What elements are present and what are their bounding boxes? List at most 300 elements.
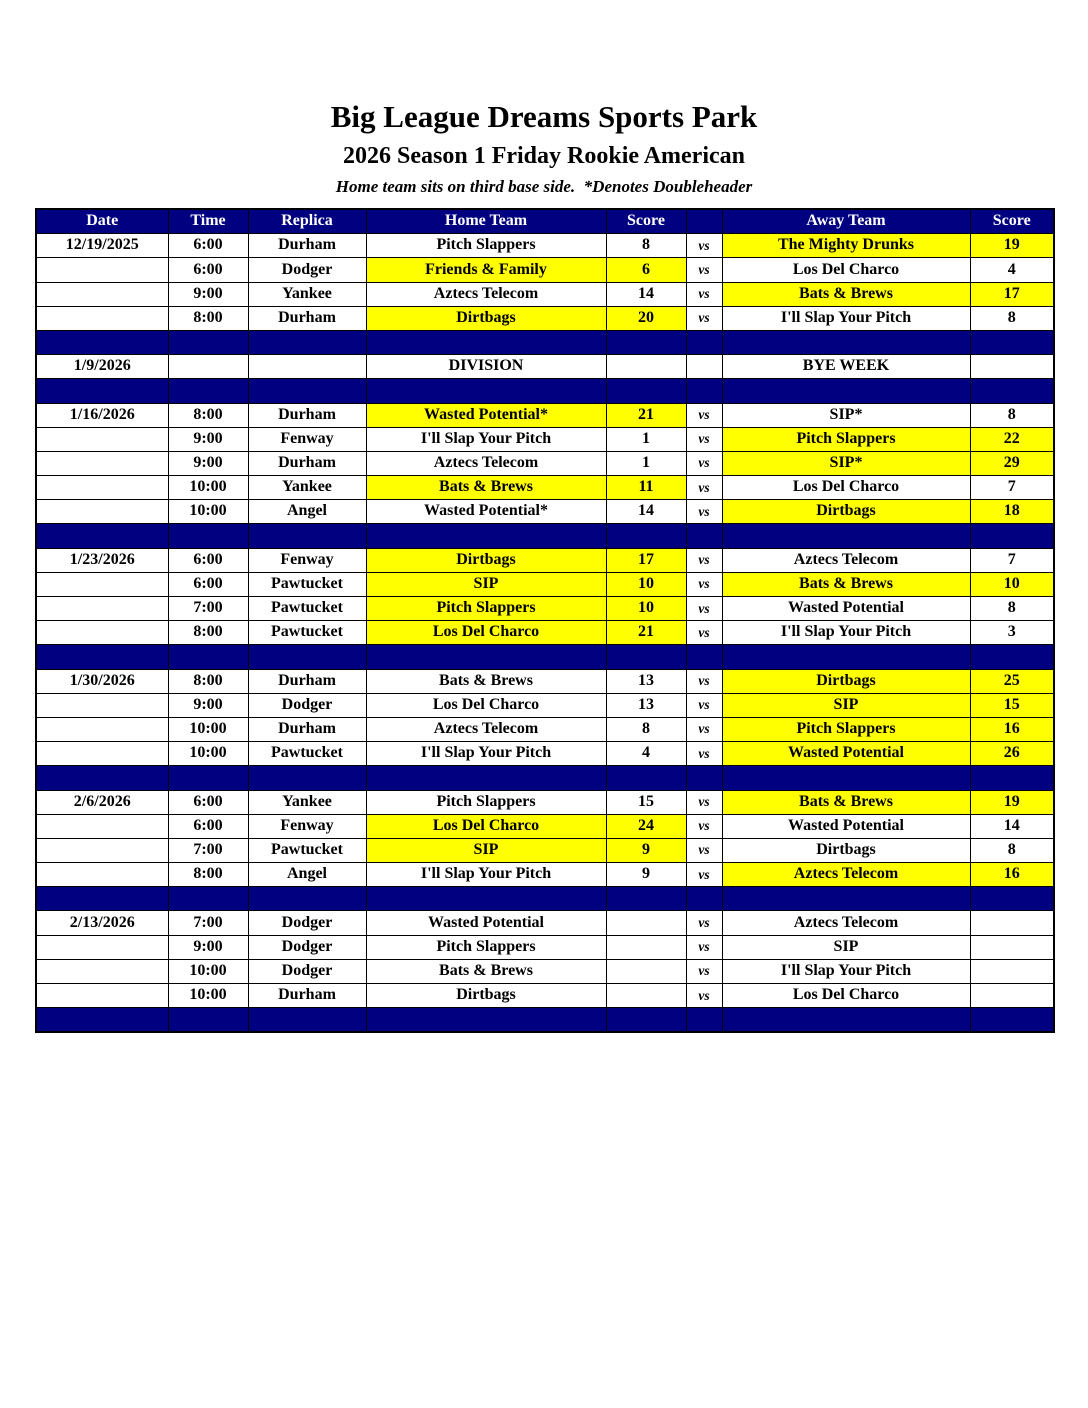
- separator-cell: [168, 330, 248, 354]
- home-team-cell: DIVISION: [366, 355, 606, 379]
- col-header-home-team: Home Team: [366, 209, 606, 234]
- vs-cell: [686, 355, 722, 379]
- vs-cell: vs: [686, 427, 722, 451]
- vs-cell: vs: [686, 282, 722, 306]
- away-team-cell: Bats & Brews: [722, 790, 970, 814]
- home-team-cell: Wasted Potential*: [366, 500, 606, 524]
- date-cell: [36, 597, 168, 621]
- separator-cell: [606, 1008, 686, 1033]
- replica-cell: Durham: [248, 306, 366, 330]
- away-team-cell: Dirtbags: [722, 669, 970, 693]
- separator-cell: [168, 887, 248, 911]
- home-score-cell: 1: [606, 451, 686, 475]
- replica-cell: Dodger: [248, 693, 366, 717]
- replica-cell: Yankee: [248, 790, 366, 814]
- away-team-cell: Bats & Brews: [722, 282, 970, 306]
- home-score-cell: 10: [606, 572, 686, 596]
- replica-cell: Durham: [248, 451, 366, 475]
- separator-cell: [168, 1008, 248, 1033]
- home-team-cell: Bats & Brews: [366, 959, 606, 983]
- home-score-cell: 20: [606, 306, 686, 330]
- replica-cell: Durham: [248, 403, 366, 427]
- game-row: [36, 790, 1054, 814]
- vs-cell: vs: [686, 548, 722, 572]
- replica-cell: Pawtucket: [248, 597, 366, 621]
- home-score-cell: 8: [606, 717, 686, 741]
- home-score-cell: 10: [606, 597, 686, 621]
- date-cell: [36, 935, 168, 959]
- away-team-cell: Aztecs Telecom: [722, 911, 970, 935]
- time-cell: 7:00: [168, 597, 248, 621]
- col-header-vs: [686, 209, 722, 234]
- date-cell: 2/6/2026: [36, 790, 168, 814]
- replica-cell: Pawtucket: [248, 621, 366, 645]
- home-score-cell: 13: [606, 669, 686, 693]
- away-team-cell: Wasted Potential: [722, 597, 970, 621]
- away-team-cell: I'll Slap Your Pitch: [722, 959, 970, 983]
- separator-row: [36, 766, 1054, 790]
- separator-cell: [168, 645, 248, 669]
- game-row: [36, 742, 1054, 766]
- away-team-cell: Wasted Potential: [722, 814, 970, 838]
- away-score-cell: 4: [970, 258, 1054, 282]
- home-team-cell: Pitch Slappers: [366, 234, 606, 258]
- replica-cell: Durham: [248, 984, 366, 1008]
- home-score-cell: 4: [606, 742, 686, 766]
- vs-cell: vs: [686, 959, 722, 983]
- home-team-cell: SIP: [366, 838, 606, 862]
- separator-cell: [606, 330, 686, 354]
- away-score-cell: 3: [970, 621, 1054, 645]
- home-team-cell: Bats & Brews: [366, 669, 606, 693]
- date-cell: [36, 742, 168, 766]
- separator-cell: [970, 645, 1054, 669]
- replica-cell: Angel: [248, 500, 366, 524]
- separator-cell: [248, 766, 366, 790]
- home-team-cell: Los Del Charco: [366, 693, 606, 717]
- separator-row: [36, 330, 1054, 354]
- away-score-cell: [970, 935, 1054, 959]
- away-team-cell: Los Del Charco: [722, 258, 970, 282]
- date-cell: [36, 258, 168, 282]
- away-team-cell: SIP: [722, 935, 970, 959]
- page-title: Big League Dreams Sports Park: [330, 99, 758, 134]
- time-cell: 6:00: [168, 814, 248, 838]
- away-score-cell: 16: [970, 717, 1054, 741]
- game-row: [36, 234, 1054, 258]
- replica-cell: Dodger: [248, 959, 366, 983]
- time-cell: 10:00: [168, 984, 248, 1008]
- separator-cell: [366, 766, 606, 790]
- time-cell: 6:00: [168, 548, 248, 572]
- separator-cell: [970, 887, 1054, 911]
- separator-cell: [722, 524, 970, 548]
- separator-cell: [168, 766, 248, 790]
- away-score-cell: 10: [970, 572, 1054, 596]
- col-header-away-team: Away Team: [722, 209, 970, 234]
- separator-cell: [248, 330, 366, 354]
- home-score-cell: 14: [606, 282, 686, 306]
- col-header-replica: Replica: [248, 209, 366, 234]
- time-cell: 10:00: [168, 959, 248, 983]
- separator-cell: [970, 379, 1054, 403]
- away-score-cell: 8: [970, 838, 1054, 862]
- game-row: [36, 476, 1054, 500]
- date-cell: [36, 572, 168, 596]
- home-team-cell: Friends & Family: [366, 258, 606, 282]
- away-score-cell: [970, 959, 1054, 983]
- home-score-cell: [606, 935, 686, 959]
- away-team-cell: Aztecs Telecom: [722, 548, 970, 572]
- game-row: [36, 500, 1054, 524]
- separator-row: [36, 1008, 1054, 1033]
- separator-cell: [686, 1008, 722, 1033]
- separator-cell: [606, 524, 686, 548]
- replica-cell: Dodger: [248, 258, 366, 282]
- home-team-cell: Wasted Potential: [366, 911, 606, 935]
- time-cell: 7:00: [168, 838, 248, 862]
- away-team-cell: I'll Slap Your Pitch: [722, 306, 970, 330]
- vs-cell: vs: [686, 863, 722, 887]
- time-cell: 9:00: [168, 693, 248, 717]
- time-cell: 9:00: [168, 282, 248, 306]
- replica-cell: Pawtucket: [248, 572, 366, 596]
- date-cell: 2/13/2026: [36, 911, 168, 935]
- away-score-cell: 25: [970, 669, 1054, 693]
- away-team-cell: Aztecs Telecom: [722, 863, 970, 887]
- separator-cell: [168, 524, 248, 548]
- game-row: [36, 306, 1054, 330]
- home-team-cell: Wasted Potential*: [366, 403, 606, 427]
- home-team-cell: Los Del Charco: [366, 621, 606, 645]
- home-team-cell: Dirtbags: [366, 984, 606, 1008]
- home-team-cell: Pitch Slappers: [366, 935, 606, 959]
- home-team-cell: Dirtbags: [366, 306, 606, 330]
- home-team-cell: Aztecs Telecom: [366, 282, 606, 306]
- separator-cell: [366, 379, 606, 403]
- separator-cell: [366, 330, 606, 354]
- col-header-away-score: Score: [970, 209, 1054, 234]
- game-row: [36, 863, 1054, 887]
- vs-cell: vs: [686, 742, 722, 766]
- vs-cell: vs: [686, 935, 722, 959]
- vs-cell: vs: [686, 790, 722, 814]
- page-subtitle: 2026 Season 1 Friday Rookie American: [343, 143, 745, 169]
- separator-cell: [366, 645, 606, 669]
- vs-cell: vs: [686, 306, 722, 330]
- away-score-cell: 8: [970, 597, 1054, 621]
- home-score-cell: 21: [606, 621, 686, 645]
- time-cell: 10:00: [168, 717, 248, 741]
- away-team-cell: The Mighty Drunks: [722, 234, 970, 258]
- table-header-row: [36, 209, 1054, 234]
- separator-cell: [970, 766, 1054, 790]
- home-score-cell: 9: [606, 838, 686, 862]
- home-score-cell: 24: [606, 814, 686, 838]
- vs-cell: vs: [686, 572, 722, 596]
- replica-cell: Fenway: [248, 427, 366, 451]
- game-row: [36, 959, 1054, 983]
- away-team-cell: I'll Slap Your Pitch: [722, 621, 970, 645]
- replica-cell: [248, 355, 366, 379]
- vs-cell: vs: [686, 234, 722, 258]
- home-team-cell: Aztecs Telecom: [366, 717, 606, 741]
- separator-row: [36, 645, 1054, 669]
- home-team-cell: Aztecs Telecom: [366, 451, 606, 475]
- replica-cell: Yankee: [248, 476, 366, 500]
- game-row: [36, 621, 1054, 645]
- time-cell: 7:00: [168, 911, 248, 935]
- time-cell: 8:00: [168, 403, 248, 427]
- separator-cell: [722, 645, 970, 669]
- replica-cell: Durham: [248, 234, 366, 258]
- game-row: [36, 403, 1054, 427]
- separator-cell: [36, 524, 168, 548]
- away-team-cell: SIP*: [722, 451, 970, 475]
- away-score-cell: 16: [970, 863, 1054, 887]
- home-score-cell: 8: [606, 234, 686, 258]
- date-cell: [36, 814, 168, 838]
- replica-cell: Yankee: [248, 282, 366, 306]
- away-score-cell: 22: [970, 427, 1054, 451]
- home-team-cell: I'll Slap Your Pitch: [366, 427, 606, 451]
- game-row: [36, 838, 1054, 862]
- vs-cell: vs: [686, 597, 722, 621]
- time-cell: 6:00: [168, 790, 248, 814]
- away-score-cell: 26: [970, 742, 1054, 766]
- col-header-date: Date: [36, 209, 168, 234]
- away-team-cell: BYE WEEK: [722, 355, 970, 379]
- game-row: [36, 911, 1054, 935]
- vs-cell: vs: [686, 838, 722, 862]
- game-row: [36, 572, 1054, 596]
- home-team-cell: Pitch Slappers: [366, 790, 606, 814]
- time-cell: 6:00: [168, 572, 248, 596]
- date-cell: [36, 621, 168, 645]
- separator-cell: [686, 887, 722, 911]
- away-score-cell: 8: [970, 403, 1054, 427]
- date-cell: [36, 838, 168, 862]
- time-cell: 8:00: [168, 621, 248, 645]
- separator-row: [36, 379, 1054, 403]
- separator-cell: [722, 379, 970, 403]
- replica-cell: Durham: [248, 669, 366, 693]
- time-cell: 6:00: [168, 258, 248, 282]
- away-score-cell: [970, 911, 1054, 935]
- home-score-cell: 21: [606, 403, 686, 427]
- date-cell: [36, 717, 168, 741]
- game-row: [36, 717, 1054, 741]
- game-row: [36, 693, 1054, 717]
- vs-cell: vs: [686, 984, 722, 1008]
- away-score-cell: 18: [970, 500, 1054, 524]
- separator-cell: [606, 379, 686, 403]
- separator-cell: [36, 645, 168, 669]
- separator-cell: [36, 330, 168, 354]
- date-cell: 1/9/2026: [36, 355, 168, 379]
- page-note: Home team sits on third base side. *Denotes Doubleheader: [335, 177, 753, 196]
- separator-cell: [248, 645, 366, 669]
- home-score-cell: [606, 355, 686, 379]
- away-score-cell: 8: [970, 306, 1054, 330]
- home-score-cell: 13: [606, 693, 686, 717]
- date-cell: [36, 451, 168, 475]
- replica-cell: Dodger: [248, 911, 366, 935]
- away-score-cell: 19: [970, 234, 1054, 258]
- home-team-cell: Bats & Brews: [366, 476, 606, 500]
- away-team-cell: Wasted Potential: [722, 742, 970, 766]
- away-team-cell: Bats & Brews: [722, 572, 970, 596]
- vs-cell: vs: [686, 814, 722, 838]
- separator-cell: [168, 379, 248, 403]
- home-score-cell: [606, 959, 686, 983]
- home-team-cell: Dirtbags: [366, 548, 606, 572]
- time-cell: 8:00: [168, 863, 248, 887]
- col-header-home-score: Score: [606, 209, 686, 234]
- away-score-cell: [970, 984, 1054, 1008]
- separator-cell: [722, 330, 970, 354]
- replica-cell: Angel: [248, 863, 366, 887]
- time-cell: 9:00: [168, 427, 248, 451]
- vs-cell: vs: [686, 500, 722, 524]
- separator-cell: [686, 524, 722, 548]
- separator-cell: [36, 887, 168, 911]
- date-cell: [36, 476, 168, 500]
- away-score-cell: 29: [970, 451, 1054, 475]
- game-row: [36, 258, 1054, 282]
- away-score-cell: 7: [970, 548, 1054, 572]
- vs-cell: vs: [686, 451, 722, 475]
- separator-cell: [36, 766, 168, 790]
- replica-cell: Pawtucket: [248, 838, 366, 862]
- away-team-cell: Los Del Charco: [722, 984, 970, 1008]
- away-team-cell: Pitch Slappers: [722, 427, 970, 451]
- vs-cell: vs: [686, 669, 722, 693]
- home-score-cell: 1: [606, 427, 686, 451]
- home-score-cell: 11: [606, 476, 686, 500]
- separator-cell: [722, 887, 970, 911]
- date-cell: [36, 693, 168, 717]
- vs-cell: vs: [686, 258, 722, 282]
- away-team-cell: Pitch Slappers: [722, 717, 970, 741]
- vs-cell: vs: [686, 717, 722, 741]
- away-score-cell: 14: [970, 814, 1054, 838]
- separator-cell: [248, 524, 366, 548]
- time-cell: 8:00: [168, 306, 248, 330]
- home-score-cell: 6: [606, 258, 686, 282]
- home-team-cell: I'll Slap Your Pitch: [366, 742, 606, 766]
- date-cell: [36, 959, 168, 983]
- date-cell: [36, 427, 168, 451]
- time-cell: 6:00: [168, 234, 248, 258]
- away-team-cell: Los Del Charco: [722, 476, 970, 500]
- separator-cell: [970, 1008, 1054, 1033]
- separator-row: [36, 887, 1054, 911]
- home-score-cell: 17: [606, 548, 686, 572]
- separator-cell: [36, 379, 168, 403]
- vs-cell: vs: [686, 621, 722, 645]
- home-team-cell: Los Del Charco: [366, 814, 606, 838]
- separator-cell: [36, 1008, 168, 1033]
- away-score-cell: 7: [970, 476, 1054, 500]
- vs-cell: vs: [686, 476, 722, 500]
- separator-cell: [686, 766, 722, 790]
- game-row: [36, 451, 1054, 475]
- away-score-cell: 19: [970, 790, 1054, 814]
- date-cell: 1/16/2026: [36, 403, 168, 427]
- date-cell: [36, 282, 168, 306]
- time-cell: 10:00: [168, 476, 248, 500]
- away-score-cell: 15: [970, 693, 1054, 717]
- home-team-cell: SIP: [366, 572, 606, 596]
- separator-cell: [366, 1008, 606, 1033]
- away-team-cell: Dirtbags: [722, 838, 970, 862]
- replica-cell: Dodger: [248, 935, 366, 959]
- away-score-cell: [970, 355, 1054, 379]
- time-cell: 10:00: [168, 500, 248, 524]
- date-cell: [36, 863, 168, 887]
- home-team-cell: Pitch Slappers: [366, 597, 606, 621]
- separator-cell: [970, 524, 1054, 548]
- replica-cell: Fenway: [248, 814, 366, 838]
- separator-cell: [606, 766, 686, 790]
- time-cell: 8:00: [168, 669, 248, 693]
- time-cell: 10:00: [168, 742, 248, 766]
- away-team-cell: SIP: [722, 693, 970, 717]
- separator-cell: [366, 887, 606, 911]
- home-score-cell: 15: [606, 790, 686, 814]
- replica-cell: Fenway: [248, 548, 366, 572]
- date-cell: 1/23/2026: [36, 548, 168, 572]
- home-score-cell: [606, 984, 686, 1008]
- game-row: [36, 669, 1054, 693]
- away-score-cell: 17: [970, 282, 1054, 306]
- date-cell: [36, 500, 168, 524]
- away-team-cell: Dirtbags: [722, 500, 970, 524]
- separator-cell: [248, 379, 366, 403]
- separator-cell: [606, 887, 686, 911]
- date-cell: 1/30/2026: [36, 669, 168, 693]
- game-row: [36, 984, 1054, 1008]
- separator-cell: [686, 645, 722, 669]
- separator-cell: [722, 1008, 970, 1033]
- date-cell: [36, 306, 168, 330]
- time-cell: 9:00: [168, 935, 248, 959]
- separator-cell: [970, 330, 1054, 354]
- game-row: [36, 548, 1054, 572]
- separator-cell: [722, 766, 970, 790]
- separator-row: [36, 524, 1054, 548]
- vs-cell: vs: [686, 911, 722, 935]
- home-score-cell: 14: [606, 500, 686, 524]
- time-cell: 9:00: [168, 451, 248, 475]
- home-score-cell: [606, 911, 686, 935]
- replica-cell: Pawtucket: [248, 742, 366, 766]
- separator-cell: [248, 887, 366, 911]
- game-row: [36, 427, 1054, 451]
- home-score-cell: 9: [606, 863, 686, 887]
- game-row: [36, 814, 1054, 838]
- game-row: [36, 935, 1054, 959]
- replica-cell: Durham: [248, 717, 366, 741]
- separator-cell: [606, 645, 686, 669]
- vs-cell: vs: [686, 403, 722, 427]
- date-cell: [36, 984, 168, 1008]
- separator-cell: [686, 379, 722, 403]
- game-row: [36, 597, 1054, 621]
- away-team-cell: SIP*: [722, 403, 970, 427]
- time-cell: [168, 355, 248, 379]
